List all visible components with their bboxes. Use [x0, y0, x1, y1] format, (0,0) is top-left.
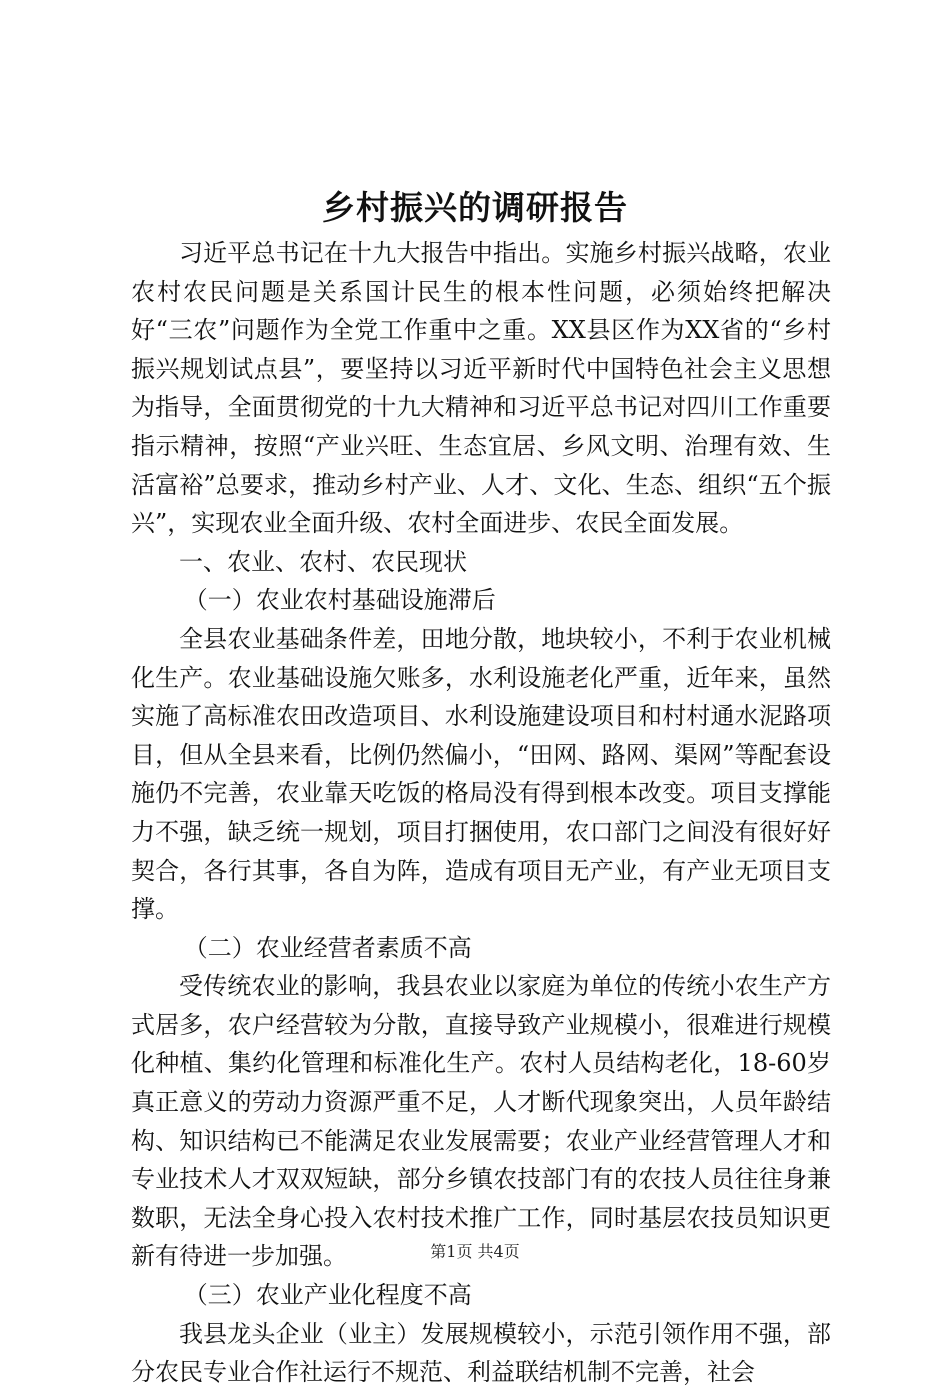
- subsection-paragraph-1: 全县农业基础条件差，田地分散，地块较小，不利于农业机械化生产。农业基础设施欠账多，水利设施老化严重，近年来，虽然实施了高标准农田改造项目、水利设施建设项目和村村通水泥路项目，但从全县来看，比例仍然偏小，“田网、路网、渠网”等配套设施仍不完善，农业靠天吃饭的格局没有得到根本改变。项目支撑能力不强，缺乏统一规划，项目打捆使用，农口部门之间没有很好好契合，各行其事，各自为阵，造成有项目无产业，有产业无项目支撑。: [131, 624, 831, 924]
- page-number-footer: 第1页 共4页: [430, 1242, 520, 1261]
- subsection-heading-3: （三）农业产业化程度不高: [183, 1281, 472, 1310]
- document-title: 乡村振兴的调研报告: [322, 188, 628, 227]
- subsection-heading-1: （一）农业农村基础设施滞后: [183, 586, 496, 615]
- subsection-paragraph-3: 我县龙头企业（业主）发展规模较小，示范引领作用不强，部分农民专业合作社运行不规范、利益联结机制不完善，社会: [131, 1319, 831, 1387]
- subsection-heading-2: （二）农业经营者素质不高: [183, 933, 472, 962]
- document-body: [131, 234, 831, 1392]
- subsection-paragraph-2: 受传统农业的影响，我县农业以家庭为单位的传统小农生产方式居多，农户经营较为分散，直接导致产业规模小，很难进行规模化种植、集约化管理和标准化生产。农村人员结构老化，18-60岁真正意义的劳动力资源严重不足，人才断代现象突出，人员年龄结构、知识结构已不能满足农业发展需要；农业产业经营管理人才和专业技术人才双双短缺，部分乡镇农技部门有的农技人员往往身兼数职，无法全身心投入农村技术推广工作，同时基层农技员知识更新有待进一步加强。: [131, 972, 831, 1271]
- section-heading-1: 一、农业、农村、农民现状: [179, 547, 467, 576]
- intro-paragraph: 习近平总书记在十九大报告中指出。实施乡村振兴战略，农业农村农民问题是关系国计民生的根本性问题，必须始终把解决好“三农”问题作为全党工作重中之重。XX县区作为XX省的“乡村振兴规划试点县”，要坚持以习近平新时代中国特色社会主义思想为指导，全面贯彻党的十九大精神和习近平总书记对四川工作重要指示精神，按照“产业兴旺、生态宜居、乡风文明、治理有效、生活富裕”总要求，推动乡村产业、人才、文化、生态、组织“五个振兴”，实现农业全面升级、农村全面进步、农民全面发展。: [131, 239, 831, 538]
